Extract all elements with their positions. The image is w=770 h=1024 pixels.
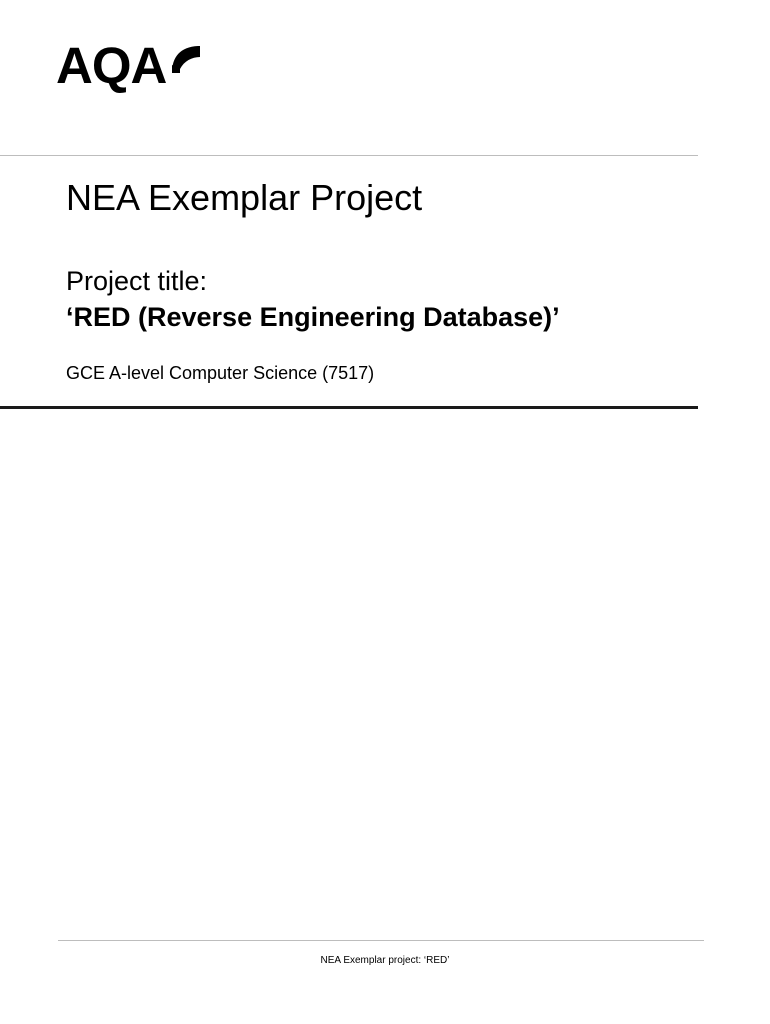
footer-divider — [58, 940, 704, 941]
aqa-logo — [56, 37, 204, 94]
qualification-subtitle: GCE A-level Computer Science (7517) — [66, 363, 375, 383]
aqa-leaf-icon — [168, 43, 204, 75]
project-name: ‘RED (Reverse Engineering Database)’ — [66, 302, 560, 332]
document-title: NEA Exemplar Project — [66, 177, 423, 218]
logo-text: AQA — [56, 37, 167, 94]
header-divider — [0, 155, 698, 156]
title-divider — [0, 406, 698, 409]
project-title-label: Project title: — [66, 266, 208, 296]
footer-text: NEA Exemplar project: ‘RED’ — [320, 955, 450, 966]
